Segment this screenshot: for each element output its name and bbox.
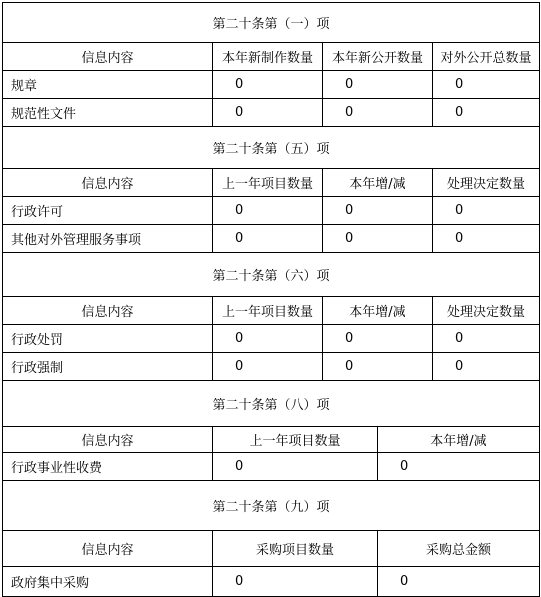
value-cell: 0	[432, 98, 540, 126]
section-title: 第二十条第（五）项	[2, 126, 540, 168]
row-label-cell: 行政许可	[2, 196, 212, 224]
value-cell: 0	[322, 70, 432, 98]
column-header: 上一年项目数量	[212, 426, 377, 452]
column-header: 采购项目数量	[212, 530, 377, 566]
value-cell: 0	[322, 352, 432, 380]
column-header: 信息内容	[2, 168, 212, 196]
section-title: 第二十条第（八）项	[2, 380, 540, 426]
value-cell: 0	[322, 196, 432, 224]
row-label-cell: 其他对外管理服务事项	[2, 224, 212, 252]
column-header: 上一年项目数量	[212, 296, 322, 324]
value-cell: 0	[377, 566, 540, 597]
value-cell: 0	[212, 70, 322, 98]
column-header: 本年增/减	[322, 168, 432, 196]
column-header: 上一年项目数量	[212, 168, 322, 196]
value-cell: 0	[212, 452, 377, 480]
column-header: 处理决定数量	[432, 296, 540, 324]
row-label-cell: 行政处罚	[2, 324, 212, 352]
row-label-cell: 行政强制	[2, 352, 212, 380]
value-cell: 0	[432, 352, 540, 380]
value-cell: 0	[212, 566, 377, 597]
column-header: 信息内容	[2, 42, 212, 70]
column-header: 处理决定数量	[432, 168, 540, 196]
value-cell: 0	[212, 196, 322, 224]
column-header: 本年新制作数量	[212, 42, 322, 70]
value-cell: 0	[212, 98, 322, 126]
column-header: 本年新公开数量	[322, 42, 432, 70]
value-cell: 0	[432, 224, 540, 252]
value-cell: 0	[212, 324, 322, 352]
column-header: 采购总金额	[377, 530, 540, 566]
section-title: 第二十条第（九）项	[2, 480, 540, 530]
value-cell: 0	[322, 98, 432, 126]
value-cell: 0	[432, 196, 540, 224]
value-cell: 0	[212, 224, 322, 252]
column-header: 信息内容	[2, 296, 212, 324]
row-label-cell: 规范性文件	[2, 98, 212, 126]
section-title: 第二十条第（一）项	[2, 2, 540, 42]
column-header: 对外公开总数量	[432, 42, 540, 70]
value-cell: 0	[322, 324, 432, 352]
section-title: 第二十条第（六）项	[2, 252, 540, 296]
value-cell: 0	[377, 452, 540, 480]
value-cell: 0	[432, 324, 540, 352]
value-cell: 0	[322, 224, 432, 252]
value-cell: 0	[212, 352, 322, 380]
row-label-cell: 行政事业性收费	[2, 452, 212, 480]
column-header: 本年增/减	[322, 296, 432, 324]
row-label-cell: 政府集中采购	[2, 566, 212, 597]
value-cell: 0	[432, 70, 540, 98]
column-header: 信息内容	[2, 530, 212, 566]
row-label-cell: 规章	[2, 70, 212, 98]
column-header: 信息内容	[2, 426, 212, 452]
column-header: 本年增/减	[377, 426, 540, 452]
